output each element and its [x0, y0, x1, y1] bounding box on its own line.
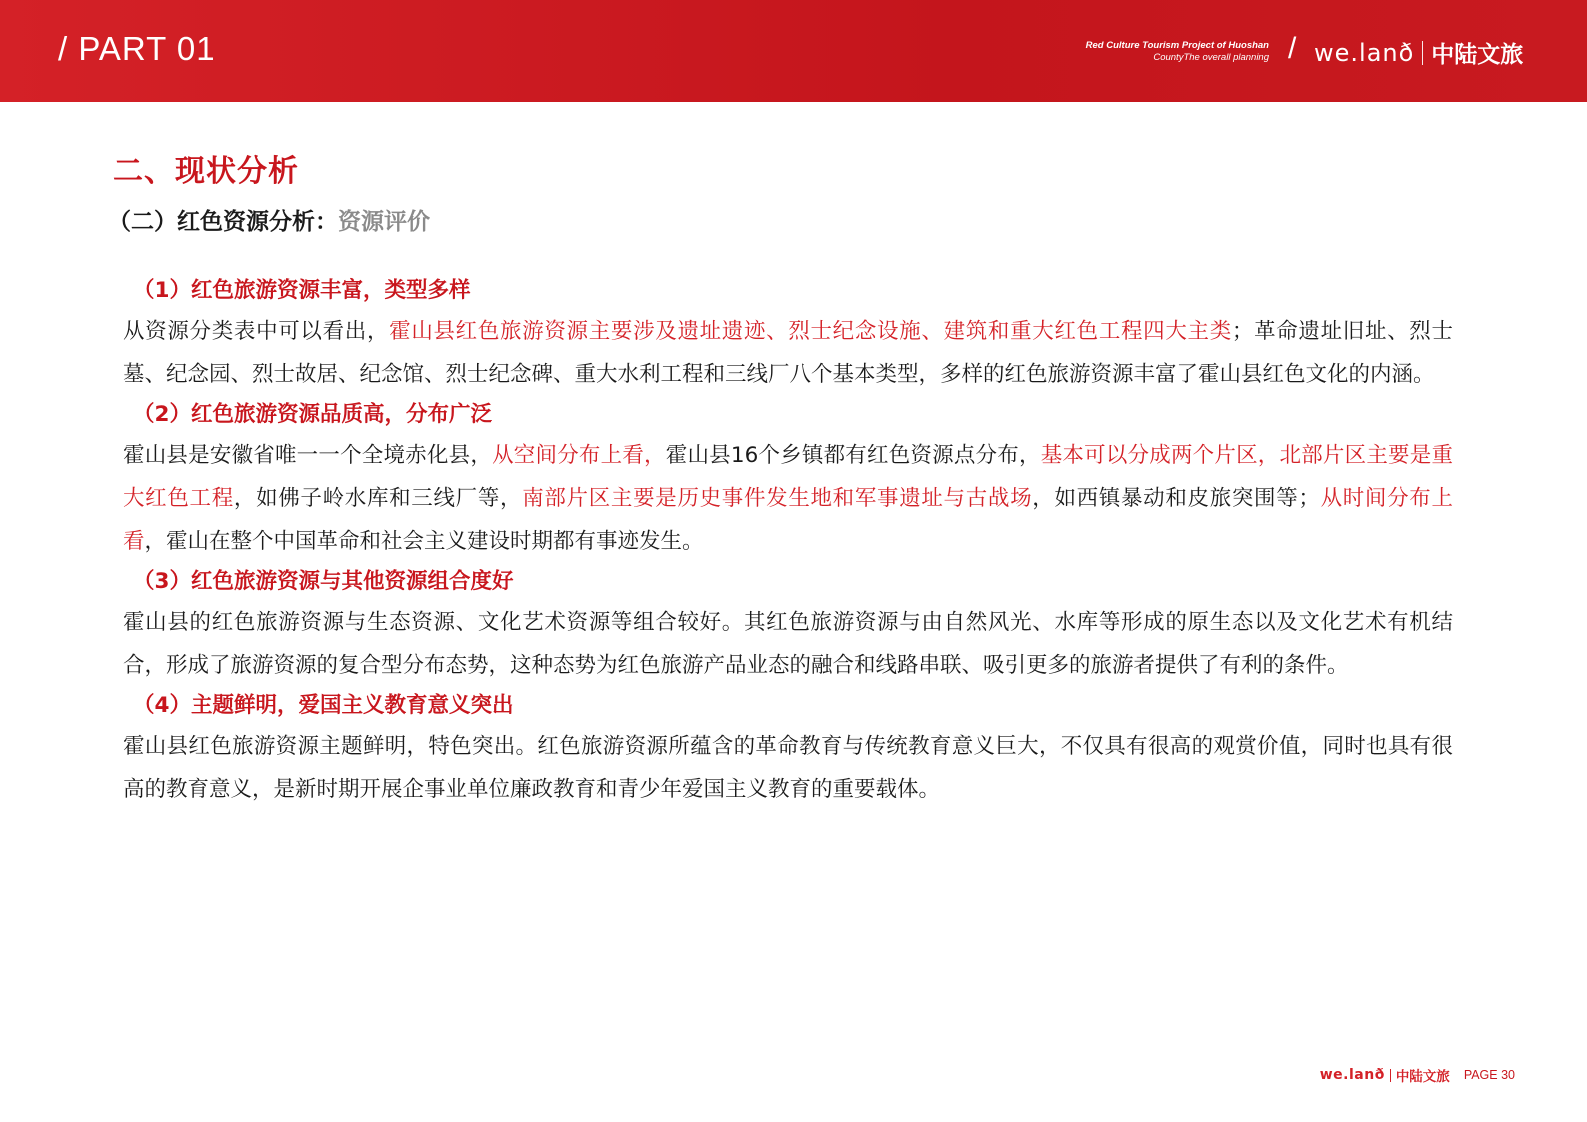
body-text: 霍山县的红色旅游资源与生态资源、文化艺术资源等组合较好。其红色旅游资源与由自然风光、水库等形成的原生态以及文化艺术有机结合，形成了旅游资源的复合型分布态势，这种态势为红色旅游产品业态的融合和线路串联、吸引更多的旅游者提供了有利的条件。 — [123, 610, 1453, 678]
highlight-text: 从时间分布上看 — [123, 486, 1453, 554]
highlight-text: 从空间分布上看， — [492, 443, 666, 468]
body-text: ，霍山在整个中国革命和社会主义建设时期都有事迹发生。 — [144, 529, 704, 554]
section-paragraph — [123, 725, 1453, 811]
brand-logo-en: we.lanð — [1314, 38, 1415, 67]
body-text: 霍山县是安徽省唯一一个全境赤化县， — [123, 443, 493, 468]
brand-divider — [1422, 41, 1423, 65]
highlight-text: 南部片区主要是历史事件发生地和军事遗址与古战场 — [522, 486, 1033, 511]
sub-title-main: （二）红色资源分析： — [108, 209, 338, 235]
footer-brand-cn: 中陆文旅 — [1395, 1069, 1450, 1085]
section-paragraph — [123, 601, 1453, 687]
body-text: ；革命遗址旧址、烈士墓、纪念园、烈士故居、纪念馆、烈士纪念碑、重大水利工程和三线厂八个基本类型，多样的红色旅游资源丰富了霍山县红色文化的内涵。 — [123, 319, 1453, 387]
highlight-text: 霍山县红色旅游资源主要涉及遗址遗迹、烈士纪念设施、建筑和重大红色工程四大主类 — [389, 319, 1232, 344]
body-text: 霍山县红色旅游资源主题鲜明，特色突出。红色旅游资源所蕴含的革命教育与传统教育意义巨大，不仅具有很高的观赏价值，同时也具有很高的教育意义，是新时期开展企事业单位廉政教育和青少年爱国主义教育的重要载体。 — [123, 734, 1453, 802]
section-paragraph — [123, 310, 1453, 396]
body-text: ，如西镇暴动和皮旅突围等； — [1032, 486, 1320, 511]
section-heading: （1）红色旅游资源丰富，类型多样 — [133, 278, 471, 303]
brand-logo — [1314, 36, 1523, 69]
part-label: / PART 01 — [58, 30, 216, 67]
section-heading: （3）红色旅游资源与其他资源组合度好 — [133, 569, 514, 594]
section-paragraph — [123, 434, 1453, 563]
body-text: ，如佛子岭水库和三线厂等， — [233, 486, 523, 511]
project-title-line2: CountyThe overall planning — [1153, 52, 1269, 63]
footer-brand-en: we.lanð — [1319, 1067, 1385, 1083]
brand-logo-cn: 中陆文旅 — [1431, 42, 1524, 68]
header-bar — [0, 0, 1587, 102]
sub-title-grey: 资源评价 — [338, 209, 430, 235]
project-title — [1009, 40, 1269, 64]
section-heading: （2）红色旅游资源品质高，分布广泛 — [133, 402, 492, 427]
footer-divider — [1390, 1069, 1391, 1082]
highlight-text: 基本可以分成两个片区，北部片区主要是重大红色工程 — [123, 443, 1453, 511]
footer — [1320, 1065, 1515, 1085]
section-heading: （4）主题鲜明，爱国主义教育意义突出 — [133, 693, 514, 718]
page-number: PAGE 30 — [1463, 1068, 1515, 1082]
sub-title — [108, 203, 430, 236]
project-title-line1: Red Culture Tourism Project of Huoshan — [1085, 40, 1269, 51]
header-slash: / — [1288, 32, 1297, 65]
section-title: 二、现状分析 — [113, 154, 299, 189]
body-text: 霍山县16个乡镇都有红色资源点分布， — [665, 443, 1041, 468]
content-body — [123, 272, 1453, 811]
body-text: 从资源分类表中可以看出， — [123, 319, 390, 344]
